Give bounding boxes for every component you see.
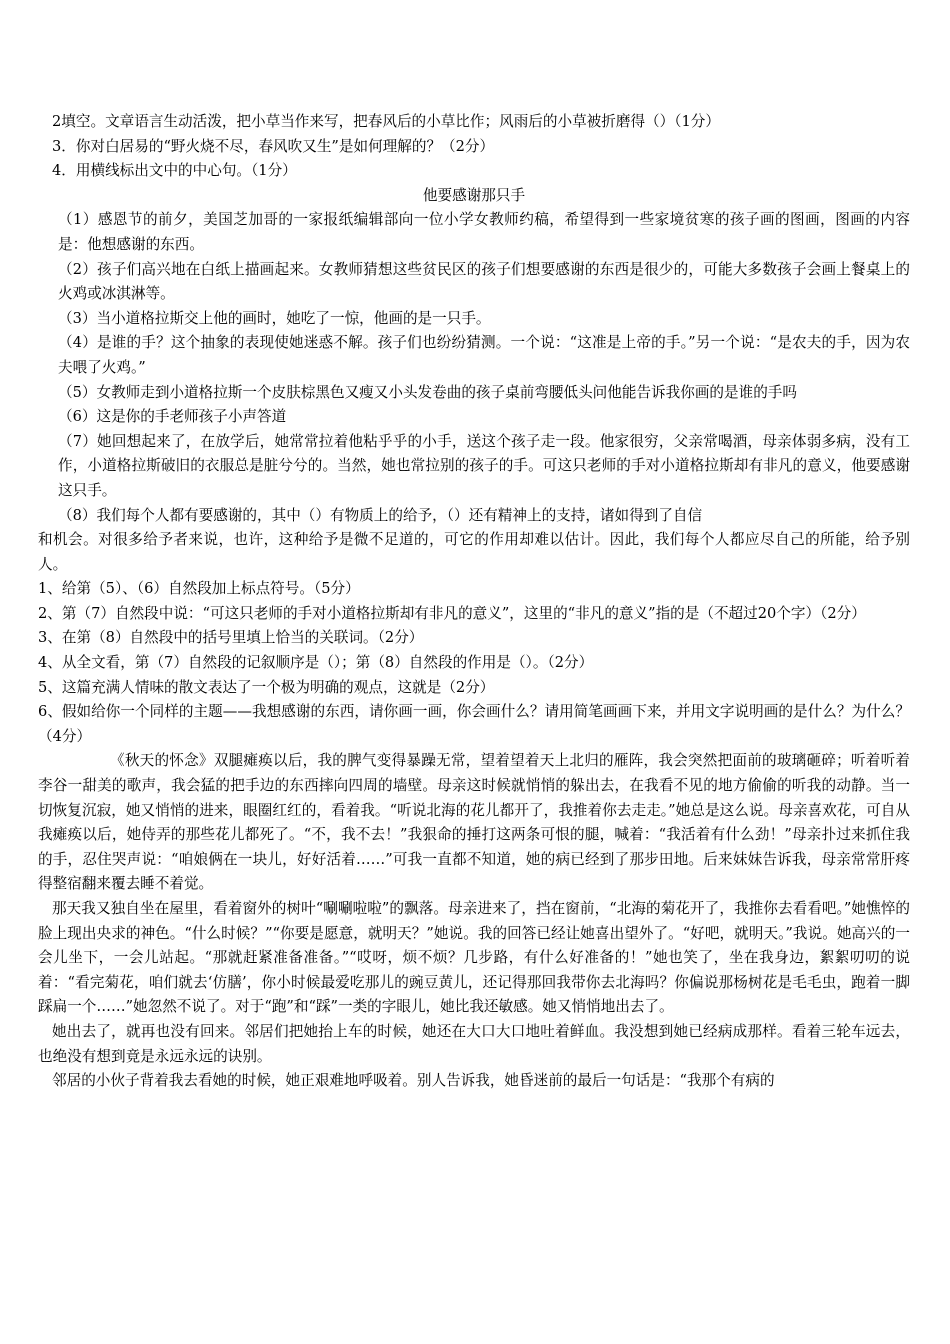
question-item: 6、假如给你一个同样的主题——我想感谢的东西，请你画一画，你会画什么？请用简笔画画下来，并用文字说明画的是什么？为什么？（4分） xyxy=(38,703,910,745)
question-item: 4、从全文看，第（7）自然段的记叙顺序是（）；第（8）自然段的作用是（）。（2分） xyxy=(38,654,594,672)
paragraph: （2）孩子们高兴地在白纸上描画起来。女教师猜想这些贫民区的孩子们想要感谢的东西是很少的，可能大多数孩子会画上餐桌上的火鸡或冰淇淋等。 xyxy=(58,260,910,303)
paragraph: （8）我们每个人都有要感谢的，其中（）有物质上的给予，（）还有精神上的支持，诸如得到了自信 xyxy=(58,506,703,524)
question-central-sentence: 4．用横线标出文中的中心句。（1分） xyxy=(52,162,297,180)
paragraph-continuation: 和机会。对很多给予者来说，也许，这种给予是微不足道的，可它的作用却难以估计。因此，我们每个人都应尽自己的所能，给予别人。 xyxy=(38,531,910,573)
document-page xyxy=(38,110,910,1094)
paragraph: （3）当小道格拉斯交上他的画时，她吃了一惊，他画的是一只手。 xyxy=(58,309,491,327)
autumn-paragraph: 那天我又独自坐在屋里，看着窗外的树叶“唰唰啦啦”的飘落。母亲进来了，挡在窗前，“北海的菊花开了，我推你去看看吧。”她憔悴的脸上现出央求的神色。“什么时候？”“你要是愿意，就明天？”她说。我的回答已经让她喜出望外了。“好吧，就明天。”我说。她高兴的一会儿坐下，一会儿站起。“那就赶紧准备准备。”“哎呀，烦不烦？几步路，有什么好准备的！”她也笑了，坐在我身边，絮絮叨叨的说着：“看完菊花，咱们就去‘仿膳’，你小时候最爱吃那儿的豌豆黄儿，还记得那回我带你去北海吗？你偏说那杨树花是毛毛虫，跑着一脚踩扁一个……”她忽然不说了。对于“跑”和“踩”一类的字眼儿，她比我还敏感。她又悄悄地出去了。 xyxy=(38,900,910,1016)
paragraph: （4）是谁的手？这个抽象的表现使她迷惑不解。孩子们也纷纷猜测。一个说：“这准是上帝的手。”另一个说：“是农夫的手，因为农夫喂了火鸡。” xyxy=(58,334,910,376)
question-item: 3、在第（8）自然段中的括号里填上恰当的关联词。（2分） xyxy=(38,629,424,647)
autumn-paragraph: 《秋天的怀念》双腿瘫痪以后，我的脾气变得暴躁无常，望着望着天上北归的雁阵，我会突然把面前的玻璃砸碎；听着听着李谷一甜美的歌声，我会猛的把手边的东西摔向四周的墙壁。母亲这时候就悄悄的躲出去，在我看不见的地方偷偷的听我的动静。当一切恢复沉寂，她又悄悄的进来，眼圈红红的，看着我。“听说北海的花儿都开了，我推着你去走走。”她总是这么说。母亲喜欢花，可自从我瘫痪以后，她侍弄的那些花儿都死了。“不，我不去！”我狠命的捶打这两条可恨的腿，喊着：“我活着有什么劲！”母亲扑过来抓住我的手，忍住哭声说：“咱娘俩在一块儿，好好活着……”可我一直都不知道，她的病已经到了那步田地。后来妹妹告诉我，母亲常常肝疼得整宿翻来覆去睡不着觉。 xyxy=(38,752,910,893)
question-item: 2、第（7）自然段中说：“可这只老师的手对小道格拉斯却有非凡的意义”，这里的“非凡的意义”指的是（不超过20个字）（2分） xyxy=(38,604,866,622)
question-item: 1、给第（5）、（6）自然段加上标点符号。（5分） xyxy=(38,580,360,598)
autumn-paragraph: 邻居的小伙子背着我去看她的时候，她正艰难地呼吸着。别人告诉我，她昏迷前的最后一句话是：“我那个有病的 xyxy=(52,1072,775,1090)
paragraph: （5）女教师走到小道格拉斯一个皮肤棕黑色又瘦又小头发卷曲的孩子桌前弯腰低头问他能告诉我你画的是谁的手吗 xyxy=(58,383,797,401)
question-fill-blank: 2填空。文章语言生动活泼，把小草当作来写，把春风后的小草比作；风雨后的小草被折磨得（）（1分） xyxy=(52,113,720,130)
paragraph: （6）这是你的手老师孩子小声答道 xyxy=(58,408,287,426)
paragraph: （1）感恩节的前夕，美国芝加哥的一家报纸编辑部向一位小学女教师约稿，希望得到一些家境贫寒的孩子画的图画，图画的内容是：他想感谢的东西。 xyxy=(58,211,910,253)
paragraph: （7）她回想起来了，在放学后，她常常拉着他粘乎乎的小手，送这个孩子走一段。他家很穷，父亲常喝酒，母亲体弱多病，没有工作，小道格拉斯破旧的衣服总是脏兮兮的。当然，她也常拉别的孩子的手。可这只老师的手对小道格拉斯却有非凡的意义，他要感谢这只手。 xyxy=(58,432,910,499)
question-poem: 3．你对白居易的“野火烧不尽，春风吹又生”是如何理解的？（2分） xyxy=(52,137,495,155)
question-item: 5、这篇充满人情味的散文表达了一个极为明确的观点，这就是（2分） xyxy=(38,678,495,696)
story-title: 他要感谢那只手 xyxy=(422,186,526,204)
autumn-paragraph: 她出去了，就再也没有回来。邻居们把她抬上车的时候，她还在大口大口地吐着鲜血。我没想到她已经病成那样。看着三轮车远去，也绝没有想到竟是永远永远的诀别。 xyxy=(38,1022,910,1065)
